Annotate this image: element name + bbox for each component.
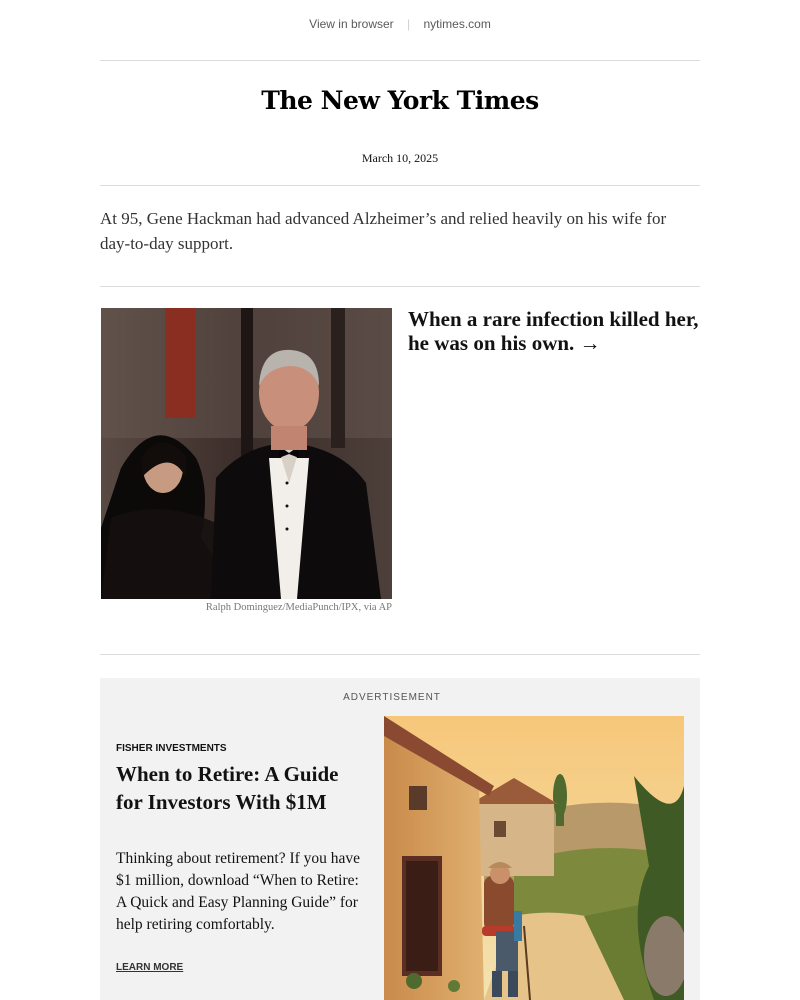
top-links: [100, 17, 700, 31]
link-separator: |: [407, 17, 411, 31]
ad-body: Thinking about retirement? If you have $1 million, download “When to Retire: A Quick and Easy Planning Guide” for help retiring comfortably.: [116, 850, 361, 933]
learn-more-link[interactable]: LEARN MORE: [116, 962, 184, 973]
divider: [100, 60, 700, 61]
view-in-browser-link[interactable]: View in browser: [309, 17, 394, 31]
divider: [100, 654, 700, 655]
ad-title-link[interactable]: When to Retire: A Guide for Investors With $1M: [116, 762, 339, 814]
ad-illustration: [384, 716, 684, 1000]
intro-paragraph: At 95, Gene Hackman had advanced Alzheimer’s and relied heavily on his wife for day-to-day support.: [100, 209, 667, 253]
ad-sponsor: FISHER INVESTMENTS: [116, 743, 227, 754]
divider: [100, 185, 700, 186]
ad-image[interactable]: [384, 716, 684, 1000]
photo-illustration: [101, 308, 392, 599]
nyt-logo[interactable]: The New York Times: [261, 86, 539, 115]
photo-credit: Ralph Dominguez/MediaPunch/IPX, via AP: [205, 602, 392, 613]
advertisement: [100, 678, 700, 1000]
nytimes-link[interactable]: nytimes.com: [423, 17, 491, 31]
newsletter-date: March 10, 2025: [361, 151, 439, 165]
divider: [100, 286, 700, 287]
ad-label: ADVERTISEMENT: [343, 692, 441, 703]
story-headline-link[interactable]: When a rare infection killed her, he was on his own. →: [408, 307, 699, 355]
story-photo[interactable]: [101, 308, 392, 599]
